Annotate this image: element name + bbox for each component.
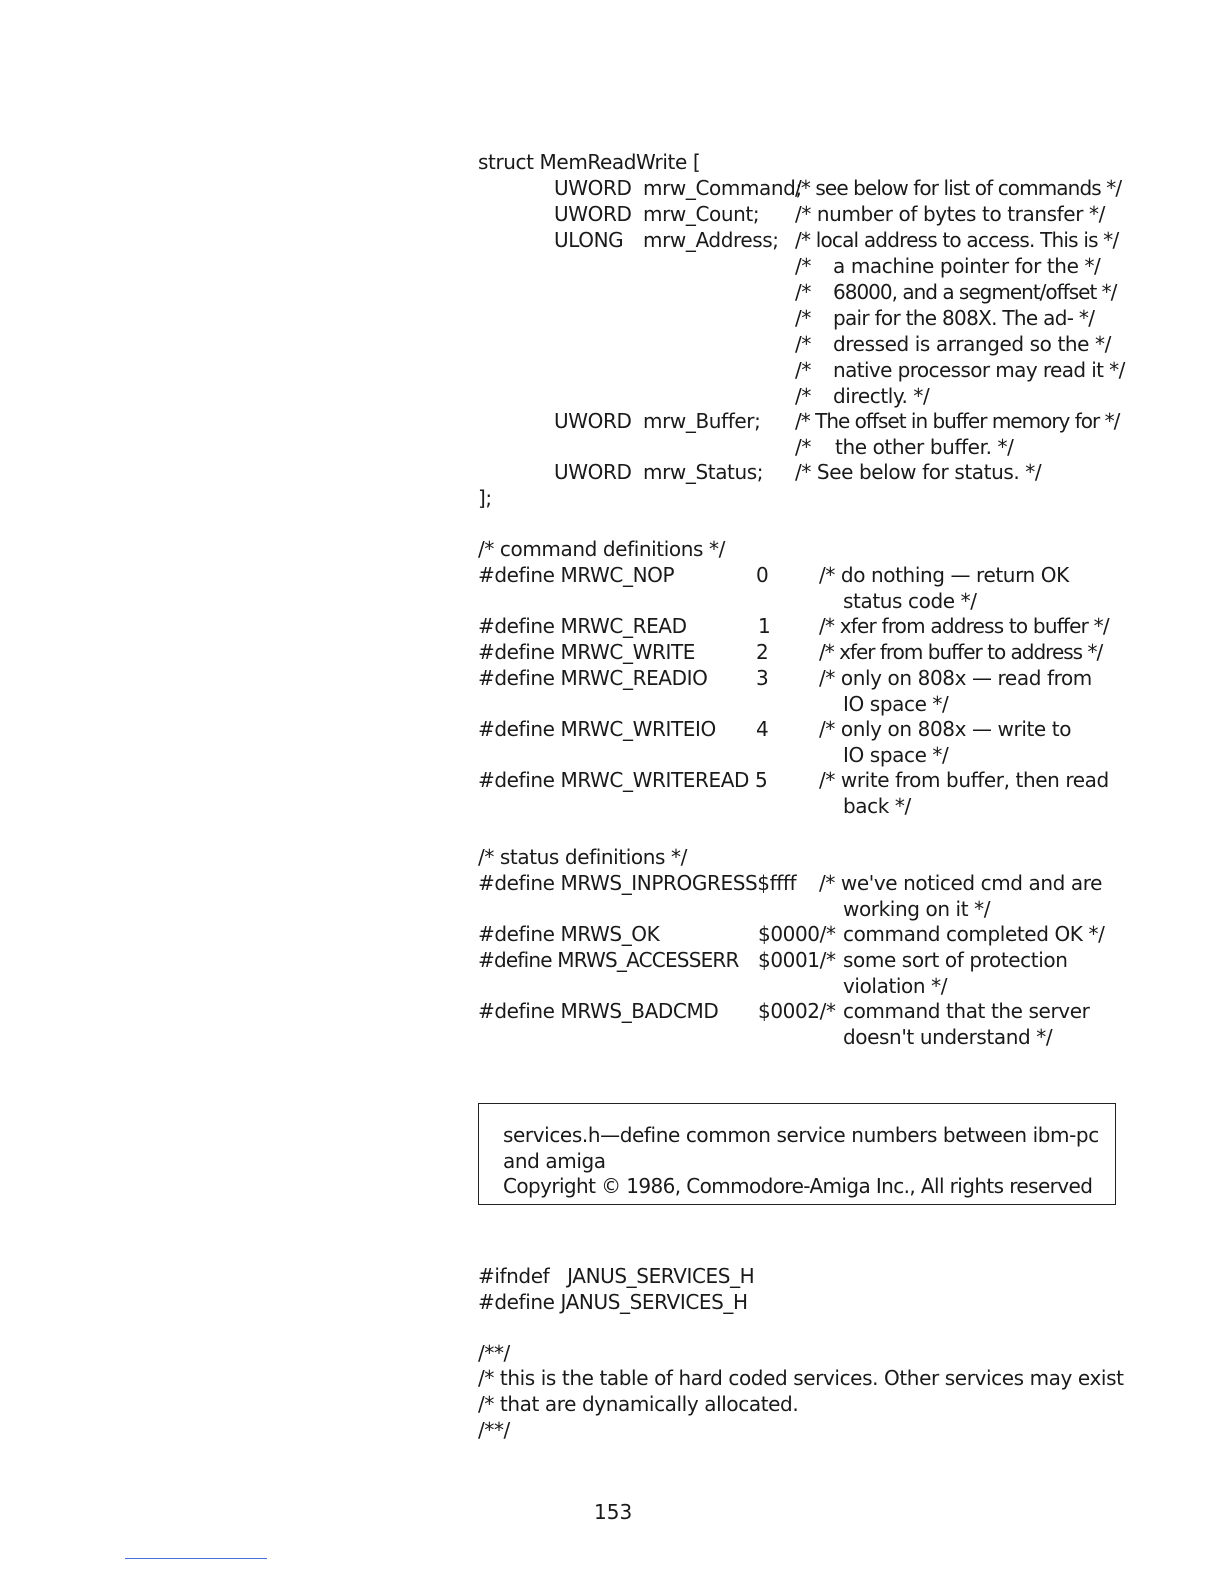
comment-text: a machine pointer for the */ [833,254,1101,278]
define-name: #define MRWC_WRITEREAD 5 [478,768,768,792]
field-type: ULONG [554,228,624,252]
define-comment: command that the server [843,999,1090,1023]
field-type: UWORD [554,176,632,200]
define-comment: some sort of protection [843,948,1068,972]
comment-mark: /* [795,306,811,330]
comment-mark: /* [795,254,811,278]
footer-rule [125,1558,267,1559]
define-comment-cont: working on it */ [843,897,991,921]
define-comment-cont: back */ [843,794,911,818]
define-value: 2 [756,640,769,664]
define-comment: /* do nothing — return OK [819,563,1069,587]
field-comment: /* local address to access. This is */ [795,228,1119,252]
define-comment: /* only on 808x — read from [819,666,1092,690]
define-comment-cont: IO space */ [843,692,949,716]
statuses-heading: /* status definitions */ [478,845,687,869]
copyright-line: Copyright © 1986, Commodore-Amiga Inc., All rights reserved [503,1174,1093,1198]
field-name: mrw_Buffer; [643,409,761,433]
separator-comment: /**/ [478,1418,510,1442]
define-name: #define MRWC_READ [478,614,687,638]
define-comment-cont: status code */ [843,589,977,613]
comment-mark: /* [795,435,811,459]
field-name: mrw_Status; [643,460,764,484]
struct-close: ]; [478,486,492,510]
define-name: #define MRWS_INPROGRESS$ffff [478,871,797,895]
field-comment: /* number of bytes to transfer */ [795,202,1105,226]
define-comment: /* we've noticed cmd and are [819,871,1103,895]
comment-mark: /* [795,280,811,304]
define-name: #define MRWC_READIO [478,666,708,690]
define-comment: /* xfer from address to buffer */ [819,614,1109,638]
comment-text: pair for the 808X. The ad- */ [833,306,1095,330]
define-value: $0001/* [758,948,836,972]
commands-heading: /* command definitions */ [478,537,725,561]
define-comment-cont: doesn't understand */ [843,1025,1053,1049]
field-type: UWORD [554,202,632,226]
define-comment: /* only on 808x — write to [819,717,1072,741]
define-comment-cont: violation */ [843,974,948,998]
ifndef-line: #ifndef JANUS_SERVICES_H [478,1264,755,1288]
comment-mark: /* [795,384,811,408]
define-name: #define MRWS_ACCESSERR [478,948,739,972]
comment-text: dressed is arranged so the */ [833,332,1111,356]
separator-comment: /**/ [478,1341,510,1365]
define-comment-cont: IO space */ [843,743,949,767]
define-value: $0002/* [758,999,836,1023]
define-name: #define MRWC_WRITEIO [478,717,716,741]
field-comment: /* see below for list of commands */ [795,176,1122,200]
field-name: mrw_Command; [643,176,802,200]
define-value: 3 [756,666,769,690]
comment-text: the other buffer. */ [835,435,1014,459]
field-comment: /* See below for status. */ [795,460,1042,484]
define-value: $0000/* [758,922,836,946]
define-value: 4 [756,717,769,741]
define-name: #define MRWS_BADCMD [478,999,719,1023]
define-name: #define MRWS_OK [478,922,660,946]
comment-line: /* that are dynamically allocated. [478,1392,799,1416]
define-comment: command completed OK */ [843,922,1105,946]
define-name: #define MRWC_NOP [478,563,675,587]
field-type: UWORD [554,409,632,433]
comment-text: 68000, and a segment/offset */ [833,280,1117,304]
define-value: 1 [758,614,771,638]
file-header-line: and amiga [503,1149,606,1173]
field-name: mrw_Count; [643,202,760,226]
page-number: 153 [594,1500,633,1524]
field-comment: /* The offset in buffer memory for */ [795,409,1120,433]
comment-text: directly. */ [833,384,930,408]
define-line: #define JANUS_SERVICES_H [478,1290,748,1314]
define-value: 0 [756,563,769,587]
comment-mark: /* [795,358,811,382]
field-type: UWORD [554,460,632,484]
define-comment: /* xfer from buffer to address */ [819,640,1103,664]
comment-line: /* this is the table of hard coded services. Other services may exist [478,1366,1124,1390]
comment-mark: /* [795,332,811,356]
field-name: mrw_Address; [643,228,779,252]
define-name: #define MRWC_WRITE [478,640,695,664]
struct-header: struct MemReadWrite [ [478,150,701,174]
comment-text: native processor may read it */ [833,358,1125,382]
file-header-line: services.h—define common service numbers between ibm-pc [503,1123,1099,1147]
define-comment: /* write from buffer, then read [819,768,1109,792]
